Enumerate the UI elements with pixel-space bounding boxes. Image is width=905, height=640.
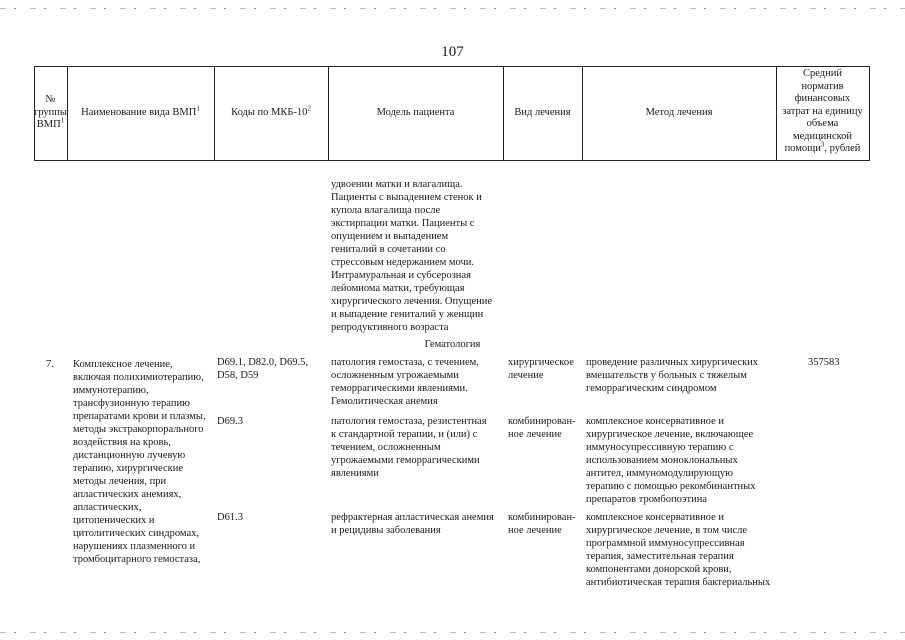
method-line: программной иммуносупрессивная bbox=[586, 538, 745, 549]
page-number: 107 bbox=[441, 44, 464, 60]
method-line: терапию с помощью рекомбинантных bbox=[586, 481, 756, 492]
header-patient-model bbox=[328, 66, 503, 160]
group-name-line: методы экстракорпорального bbox=[73, 424, 204, 435]
group-name-line: трансфузионную терапию bbox=[73, 398, 190, 409]
continuation-line: Интрамуральная и субсерозная bbox=[331, 270, 471, 281]
col-border-7 bbox=[869, 66, 870, 161]
row3-method bbox=[586, 511, 770, 589]
method-line: комплексное консервативное и bbox=[586, 416, 724, 427]
group-name-line: Комплексное лечение, bbox=[73, 359, 173, 370]
row3-patient-model bbox=[331, 511, 494, 537]
row3-treatment bbox=[508, 511, 576, 537]
row2-treatment bbox=[508, 415, 576, 441]
method-line: использованием моноклональных bbox=[586, 455, 738, 466]
header-num-sup: 1 bbox=[60, 116, 65, 125]
method-line: препаратов тромбопоэтина bbox=[586, 494, 707, 505]
row3-codes bbox=[217, 511, 243, 524]
group-name-line: апластических, bbox=[73, 502, 142, 513]
header-bottom-border bbox=[34, 160, 869, 161]
row1-method bbox=[586, 356, 758, 395]
header-cost-line: норматив bbox=[801, 80, 844, 92]
row1-patient-model bbox=[331, 356, 479, 408]
model-line: явлениями bbox=[331, 468, 379, 479]
header-cost-line: финансовых bbox=[794, 93, 851, 104]
code-line: D69.3 bbox=[217, 416, 243, 427]
header-num-line3: ВМП bbox=[36, 119, 61, 131]
continuation-text bbox=[331, 178, 492, 334]
group-name-line: нарушениях плазменного и bbox=[73, 541, 196, 552]
group-name-line: цитолитических синдромах, bbox=[73, 528, 199, 539]
method-line: компонентами донорской крови, bbox=[586, 564, 732, 575]
code-line: D58, D59 bbox=[217, 370, 259, 381]
header-method-text: Метод лечения bbox=[645, 106, 713, 118]
continuation-line: репродуктивного возраста bbox=[331, 322, 449, 333]
header-cost-line: объема bbox=[806, 118, 839, 129]
method-line: антител, иммуномодулирующую bbox=[586, 468, 734, 479]
group-name-line: апластических анемиях, bbox=[73, 489, 182, 500]
model-line: течением, осложненным bbox=[331, 442, 441, 453]
continuation-line: гениталий в сочетании со bbox=[331, 244, 446, 255]
row2-method bbox=[586, 415, 755, 506]
method-line: иммуносупрессивную терапию с bbox=[586, 442, 734, 453]
header-icd-codes bbox=[214, 66, 328, 160]
treatment-line: комбинирован- bbox=[508, 416, 576, 427]
method-line: комплексное консервативное и bbox=[586, 512, 724, 523]
header-group-number bbox=[34, 66, 67, 160]
treatment-line: хирургическое bbox=[508, 357, 574, 368]
header-name-text: Наименование вида ВМП bbox=[81, 106, 197, 118]
group-name-line: включая полихимиотерапию, bbox=[73, 372, 204, 383]
model-line: рефрактерная апластическая анемия bbox=[331, 512, 494, 523]
continuation-line: Пациенты с выпадением стенок и bbox=[331, 192, 482, 203]
row2-patient-model bbox=[331, 415, 487, 480]
method-line: хирургическое лечение, в том числе bbox=[586, 525, 748, 536]
header-treatment-text: Вид лечения bbox=[514, 106, 571, 118]
header-cost-line: затрат на единицу bbox=[782, 105, 863, 117]
continuation-line: экстирпации матки. Пациенты с bbox=[331, 218, 475, 229]
header-vmp-name bbox=[67, 66, 214, 160]
group-name-line: методы лечения, при bbox=[73, 476, 167, 487]
method-line: вмешательств у больных с тяжелым bbox=[586, 370, 747, 381]
treatment-line: лечение bbox=[508, 370, 544, 381]
method-line: хирургическое лечение, включающее bbox=[586, 429, 754, 440]
header-model-text: Модель пациента bbox=[376, 106, 455, 118]
header-cost-line: медицинской bbox=[792, 130, 853, 142]
treatment-line: ное лечение bbox=[508, 429, 562, 440]
header-treatment-type bbox=[503, 66, 582, 160]
top-scan-edge bbox=[0, 8, 905, 9]
row1-codes bbox=[217, 356, 308, 382]
treatment-line: комбинирован- bbox=[508, 512, 576, 523]
continuation-line: хирургического лечения. Опущение bbox=[331, 296, 493, 307]
continuation-line: и выпадение гениталий у женщин bbox=[331, 309, 484, 320]
model-line: Гемолитическая анемия bbox=[331, 396, 438, 407]
treatment-line: ное лечение bbox=[508, 525, 562, 536]
header-num-line2: группы bbox=[34, 106, 67, 118]
header-cost-tail: , рублей bbox=[824, 143, 861, 154]
header-name-sup: 1 bbox=[196, 104, 200, 113]
group-number: 7. bbox=[46, 359, 54, 370]
group-vmp-name bbox=[73, 358, 206, 566]
row2-codes bbox=[217, 415, 243, 428]
model-line: угрожаемыми геморрагическими bbox=[331, 455, 480, 466]
header-codes-text: Коды по МКБ-10 bbox=[231, 106, 308, 118]
group-name-line: воздействия на кровь, bbox=[73, 437, 171, 448]
row1-treatment bbox=[508, 356, 574, 382]
continuation-line: купола влагалища после bbox=[331, 205, 441, 216]
code-line: D61.3 bbox=[217, 512, 243, 523]
group-cost: 357583 bbox=[808, 357, 840, 368]
group-name-line: препаратами крови и плазмы, bbox=[73, 411, 206, 422]
group-name-line: терапию, хирургические bbox=[73, 463, 184, 474]
group-name-line: цитопенических и bbox=[73, 515, 155, 526]
group-name-line: иммунотерапию, bbox=[73, 385, 149, 396]
continuation-line: лейомиома матки, требующая bbox=[331, 283, 465, 294]
header-average-cost bbox=[776, 66, 869, 160]
model-line: и рецидивы заболевания bbox=[331, 525, 441, 536]
continuation-line: опущением и выпадением bbox=[331, 231, 449, 242]
header-treatment-method bbox=[582, 66, 776, 160]
group-name-line: дистанционную лучевую bbox=[73, 450, 186, 461]
code-line: D69.1, D82.0, D69.5, bbox=[217, 357, 308, 368]
header-cost-last: помощи bbox=[784, 143, 821, 154]
method-line: антибиотическая терапия бактериальных bbox=[586, 577, 771, 588]
model-line: к стандартной терапии, и (или) с bbox=[331, 429, 478, 440]
continuation-line: удвоении матки и влагалища. bbox=[331, 179, 463, 190]
header-num-line1: № bbox=[45, 94, 56, 106]
model-line: геморрагическими явлениями. bbox=[331, 383, 468, 394]
method-line: терапия, заместительная терапия bbox=[586, 551, 734, 562]
model-line: патология гемостаза, резистентная bbox=[331, 416, 487, 427]
model-line: осложненным угрожаемыми bbox=[331, 370, 459, 381]
bottom-scan-edge bbox=[0, 632, 905, 633]
continuation-line: стрессовым недержанием мочи. bbox=[331, 257, 475, 268]
method-line: проведение различных хирургических bbox=[586, 357, 759, 368]
header-cost-line: Средний bbox=[803, 68, 842, 79]
method-line: геморрагическим синдромом bbox=[586, 383, 717, 394]
header-codes-sup: 2 bbox=[307, 104, 311, 113]
group-name-line: тромбоцитарного гемостаза, bbox=[73, 554, 201, 565]
header-cost-sup: 3 bbox=[820, 140, 825, 149]
section-title: Гематология bbox=[424, 339, 481, 350]
model-line: патология гемостаза, с течением, bbox=[331, 357, 479, 368]
